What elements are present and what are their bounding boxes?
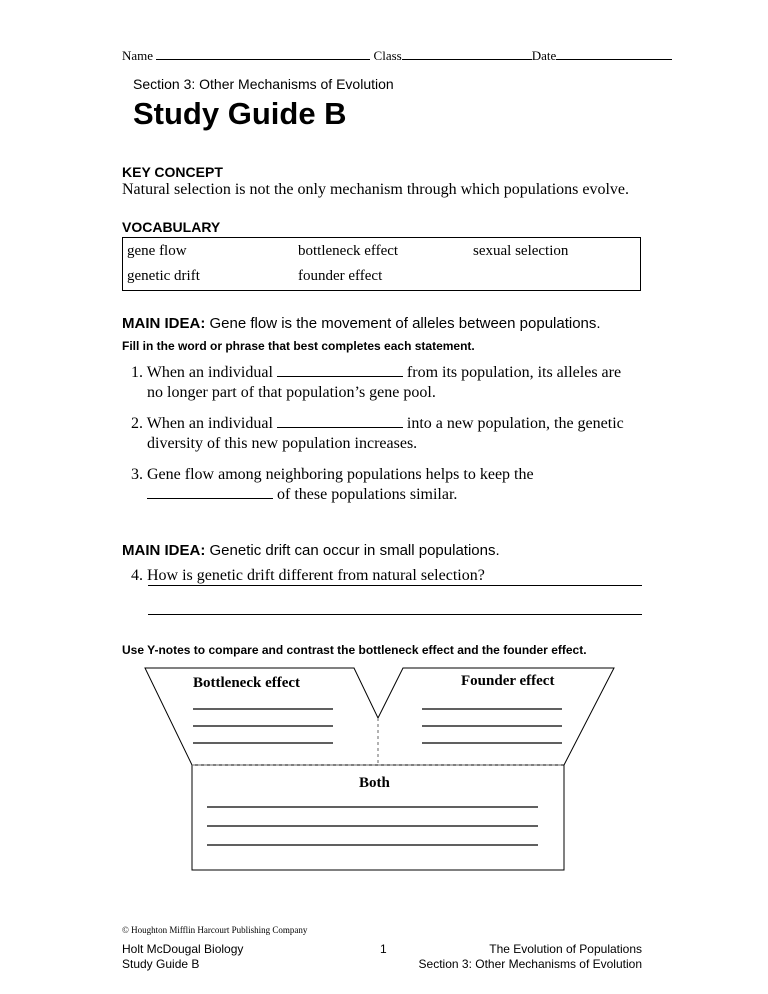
class-label: Class bbox=[373, 48, 402, 63]
question-text: of these populations similar. bbox=[277, 486, 458, 503]
question-text: no longer part of that population’s gene pool. bbox=[147, 384, 436, 401]
question-text: into a new population, the genetic bbox=[406, 415, 624, 432]
main-idea-text: Genetic drift can occur in small populations. bbox=[205, 542, 500, 559]
question-number: 3. bbox=[131, 466, 143, 483]
question-number: 2. bbox=[131, 415, 143, 432]
ynotes-right-label: Founder effect bbox=[461, 673, 555, 689]
answer-line[interactable] bbox=[148, 585, 642, 586]
question-number: 4. bbox=[131, 567, 143, 584]
footer-chapter: The Evolution of Populations bbox=[489, 942, 642, 956]
footer-copyright: © Houghton Mifflin Harcourt Publishing Company bbox=[122, 925, 308, 935]
question-1 bbox=[131, 363, 621, 403]
section-label: Section 3: Other Mechanisms of Evolution bbox=[133, 76, 394, 92]
header-fields bbox=[122, 47, 672, 64]
instruction-fill-in: Fill in the word or phrase that best completes each statement. bbox=[122, 339, 475, 353]
main-idea-label: MAIN IDEA: bbox=[122, 542, 206, 559]
answer-blank[interactable] bbox=[147, 485, 273, 499]
question-text: When an individual bbox=[146, 364, 273, 381]
answer-blank[interactable] bbox=[277, 414, 403, 428]
page-number: 1 bbox=[380, 942, 387, 956]
main-idea-text: Gene flow is the movement of alleles between populations. bbox=[205, 315, 601, 332]
main-idea-label: MAIN IDEA: bbox=[122, 315, 206, 332]
footer-right bbox=[419, 942, 642, 972]
question-text: How is genetic drift different from natural selection? bbox=[147, 567, 485, 584]
vocab-term: genetic drift bbox=[127, 268, 200, 284]
vocabulary-box bbox=[122, 237, 641, 291]
vocab-term: gene flow bbox=[127, 243, 187, 259]
vocabulary-heading: VOCABULARY bbox=[122, 219, 221, 235]
vocab-term: founder effect bbox=[298, 268, 383, 284]
main-idea-2 bbox=[122, 542, 500, 559]
ynotes-left-label: Bottleneck effect bbox=[193, 675, 301, 691]
instruction-ynotes: Use Y-notes to compare and contrast the bottleneck effect and the founder effect. bbox=[122, 643, 587, 657]
ynotes-both-label: Both bbox=[359, 775, 390, 791]
question-2 bbox=[131, 414, 624, 454]
date-field[interactable] bbox=[556, 47, 672, 60]
footer-guide-name: Study Guide B bbox=[122, 957, 200, 971]
name-label: Name bbox=[122, 48, 154, 63]
question-text: Gene flow among neighboring populations helps to keep the bbox=[147, 466, 534, 483]
question-number: 1. bbox=[131, 364, 143, 381]
footer-section: Section 3: Other Mechanisms of Evolution bbox=[418, 957, 642, 971]
page-title: Study Guide B bbox=[133, 96, 347, 131]
question-text: from its population, its alleles are bbox=[406, 364, 622, 381]
vocab-term: bottleneck effect bbox=[298, 243, 399, 259]
class-field[interactable] bbox=[402, 47, 532, 60]
footer-left bbox=[122, 942, 243, 972]
key-concept-text: Natural selection is not the only mechanism through which populations evolve. bbox=[122, 181, 630, 198]
footer-book-title: Holt McDougal Biology bbox=[122, 942, 244, 956]
main-idea-1 bbox=[122, 315, 601, 332]
question-text: diversity of this new population increases. bbox=[147, 435, 418, 452]
vocab-term: sexual selection bbox=[473, 243, 569, 259]
answer-line[interactable] bbox=[148, 614, 642, 615]
question-4 bbox=[131, 566, 485, 586]
question-text: When an individual bbox=[146, 415, 273, 432]
answer-blank[interactable] bbox=[277, 363, 403, 377]
question-3 bbox=[131, 465, 534, 505]
key-concept-heading: KEY CONCEPT bbox=[122, 164, 223, 180]
name-field[interactable] bbox=[156, 47, 370, 60]
date-label: Date bbox=[531, 48, 557, 63]
